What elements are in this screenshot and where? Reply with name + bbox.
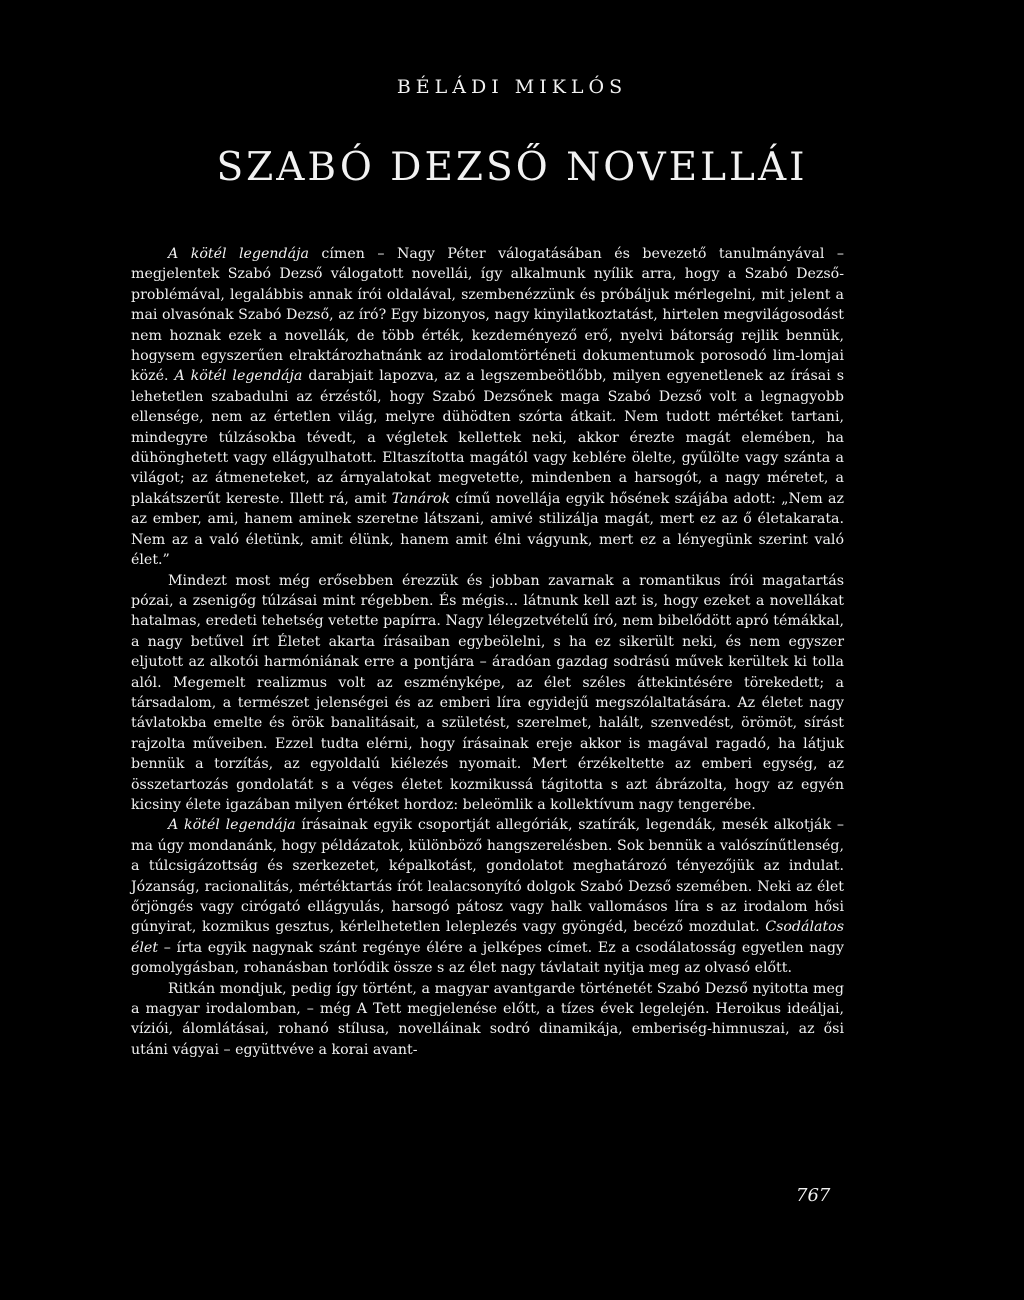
paragraph	[131, 244, 844, 571]
italic-title-ref: Tanárok	[391, 490, 451, 507]
paragraph	[131, 571, 844, 816]
paragraph	[131, 815, 844, 978]
text-run: darabjait lapozva, az a legszembeötlőbb, milyen egyenetlenek az írásai s lehetetlen szabadulni az érzéstől, hogy Szabó Dezsőnek maga Szabó Dezső volt a legnagyobb ellensége, nem az értetlen világ, melyre dühödten szórta átkait. Nem tudott mértéket tartani, mindegyre túlzásokba tévedt, a végletek kellettek neki, akkor érezte magát elemében, ha dühönghetett vagy ellágyulhatott. Eltaszította magától vagy keblére ölelte, gyűlölte vagy szánta a világot; az átmeneteket, az árnyalatokat megvetette, mindenben a harsogót, a nagy méretet, a plakátszerűt kereste. Illett rá, amit	[131, 368, 845, 507]
text-run: című novellája egyik hősének szájába adott: „Nem az az ember, ami, hanem aminek szeretne látszani, amivé stilizálja magát, mert ez az ő életakarata. Nem az a való életünk, amit élünk, hanem amit élni vágyunk, mert ez a lényegünk szerint való élet.”	[131, 490, 844, 569]
text-run: címen – Nagy Péter válogatásában és bevezető tanulmányával – megjelentek Szabó Dezső válogatott novellái, így alkalmunk nyílik arra, hogy a Szabó Dezső-problémával, legalábbis annak írói oldalával, szembenézzünk és próbáljuk mérlegelni, mit jelent a mai olvasónak Szabó Dezső, az író? Egy bizonyos, nagy kinyilatkoztatást, hirtelen megvilágosodást nem hoznak ezek a novellák, de több érték, kezdeményező erő, nyelvi bátorság rejlik bennük, hogysem egyszerűen elraktározhatnánk az irodalomtörténeti dokumentumok porosodó lim-lomjai közé.	[131, 246, 844, 385]
italic-title-ref: A kötél legendája	[174, 368, 303, 385]
article-body	[131, 244, 844, 1060]
paragraph	[131, 979, 844, 1061]
italic-title-ref: Csodálatos élet	[131, 919, 844, 956]
italic-title-ref: A kötél legendája	[168, 817, 296, 834]
text-run: Ritkán mondjuk, pedig így történt, a magyar avantgarde történetét Szabó Dezső nyitotta meg a magyar irodalomban, – még A Tett megjelenése előtt, a tízes évek legelején. Heroikus ideáljai, víziói, álomlátásai, rohanó stílusa, novelláinak sodró dinamikája, emberiség-himnuszai, az ősi utáni vágyai – együttvéve a korai avant-	[131, 980, 844, 1058]
article-title: SZABÓ DEZSŐ NOVELLÁI	[216, 145, 808, 190]
text-run: – írta egyik nagynak szánt regénye élére a jelképes címet. Ez a csodálatosság egyetlen nagy gomolygásban, rohanásban torlódik össze s az élet nagy távlatait nyitja meg az olvasó előtt.	[131, 939, 844, 977]
author-name: BÉLÁDI MIKLÓS	[396, 76, 628, 98]
italic-title-ref: A kötél legendája	[168, 246, 309, 262]
page-number: 767	[796, 1185, 831, 1206]
text-run: Mindezt most még erősebben érezzük és jobban zavarnak a romantikus írói magatartás pózai, a zsenigőg túlzásai mint régebben. És mégis... látnunk kell azt is, hogy ezeket a novellákat hatalmas, eredeti tehetség vetette papírra. Nagy lélegzetvételű író, nem bibelődött apró témákkal, a nagy betűvel írt Életet akarta írásaiban egybeölelni, s ha ez sikerült neki, és nem egyszer eljutott az alkotói harmóniának erre a pontjára – áradóan gazdag sodrású művek kerültek ki tolla alól. Megemelt realizmus volt az eszményképe, az élet széles áttekintésére törekedett; a társadalom, a természet jelenségei és az emberi líra egyidejű megszólaltatására. Az életet nagy távlatokba emelte és örök banalitásait, a születést, szerelmet, halált, szenvedést, örömöt, sírást rajzolta műveiben. Ezzel tudta elérni, hogy írásainak ereje akkor is magával ragadó, ha látjuk bennük a torzítás, az egyoldalú kiélezés nyomait. Mert érzékeltette az emberi egység, az összetartozás gondolatát s a véges életet kozmikussá tágitotta s azt ábrázolta, hogy az egyén kicsiny élete igazában milyen értéket hordoz: beleömlik a kollektívum nagy tengerébe.	[131, 572, 844, 813]
text-run: írásainak egyik csoportját allegóriák, szatírák, legendák, mesék alkotják – ma úgy mondanánk, hogy példázatok, különböző hangszerelésben. Sok bennük a valószínűtlenség, a túlcsigázottság és szerkezetet, képalkotást, gondolatot meghatározó tényezőjük az indulat. Józanság, racionalitás, mértéktartás írót lealacsonyító dolgok Szabó Dezső szemében. Neki az élet őrjöngés vagy cirógató ellágyulás, harsogó pátosz vagy halk vallomásos líra s az irodalom hősi gúnyirat, kozmikus gesztus, kérlelhetetlen leleplezés vagy gyöngéd, becéző mozdulat.	[131, 817, 844, 936]
